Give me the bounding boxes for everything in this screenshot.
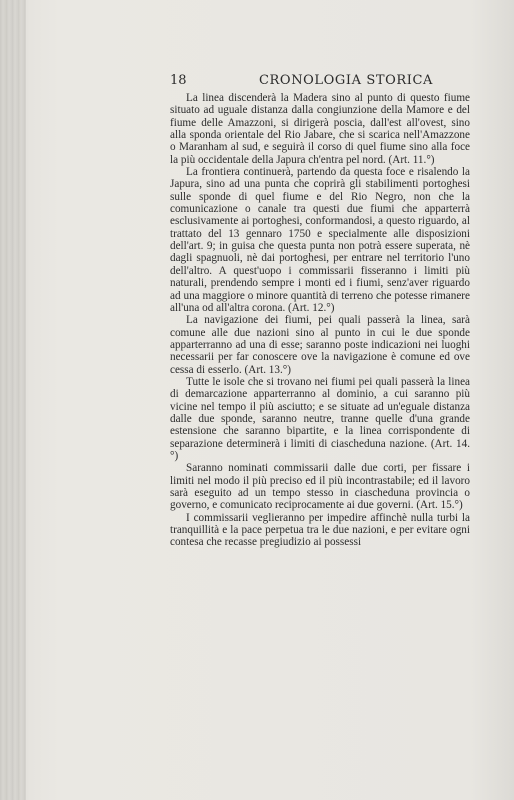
- paragraph-art-15: Saranno nominati commissarii dalle due corti, per fissare i limiti nel modo il più preciso ed il più incontrastabile; ed il lavoro sarà eseguito ad un tempo stesso in ciascheduna provincia o governo, e comunicato reciprocamente ai due governi. (Art. 15.°): [170, 462, 470, 512]
- page-number: 18: [170, 73, 187, 88]
- page-header: [170, 73, 470, 91]
- running-title: CRONOLOGIA STORICA: [259, 73, 434, 88]
- paragraph-art-11: La linea discenderà la Madera sino al punto di questo fiume situato ad uguale distanza dalla congiunzione della Mamore e del fiume delle Amazzoni, si dirigerà poscia, dall'est all'ovest, sino alla sponda orientale del Rio Jabare, che si scarica nell'Amazzone o Maranham al sud, e seguirà il corso di quel fiume sino alla foce la più occidentale della Japura ch'entra pel nord. (Art. 11.°): [170, 92, 470, 166]
- paragraph-art-13: La navigazione dei fiumi, pei quali passerà la linea, sarà comune alle due nazioni sino al punto in cui le due sponde apparterranno ad una di esse; saranno poste indicazioni nei luoghi necessarii per far conoscere ove la navigazione è comune ed ove cessa di esserlo. (Art. 13.°): [170, 314, 470, 376]
- body-text: [170, 92, 470, 549]
- book-gutter: [0, 0, 26, 800]
- paragraph-art-14: Tutte le isole che si trovano nei fiumi pei quali passerà la linea di demarcazione apparterranno al dominio, a cui saranno più vicine nel tempo il più asciutto; e se situate ad un'eguale distanza dalle due sponde, saranno neutre, tranne quelle d'una grande estensione che saranno bipartite, e la linea corrispondente di separazione determinerà i limiti di ciascheduna nazione. (Art. 14.°): [170, 375, 470, 462]
- paragraph-art-16: I commissarii veglieranno per impedire affinchè nulla turbi la tranquillità e la pace perpetua tra le due nazioni, e per evitare ogni contesa che recasse pregiudizio ai possessi: [170, 511, 470, 549]
- paragraph-art-12: La frontiera continuerà, partendo da questa foce e risalendo la Japura, sino ad una punta che coprirà gli stabilimenti portoghesi sulle sponde di quel fiume e del Rio Negro, non che la comunicazione o canale tra questi due fiumi che apparterrà esclusivamente ai portoghesi, conformandosi, a questo riguardo, al trattato del 13 gennaro 1750 e specialmente alle disposizioni dell'art. 9; in guisa che questa punta non potrà essere superata, nè dagli spagnuoli, nè dai portoghesi, per entrare nel territorio l'uno dell'altro. A quest'uopo i commissarii fisseranno i limiti più naturali, prendendo sempre i monti ed i fiumi, senz'aver riguardo ad una maggiore o minore quantità di terreno che potesse rimanere all'una od all'altra corona. (Art. 12.°): [170, 166, 470, 314]
